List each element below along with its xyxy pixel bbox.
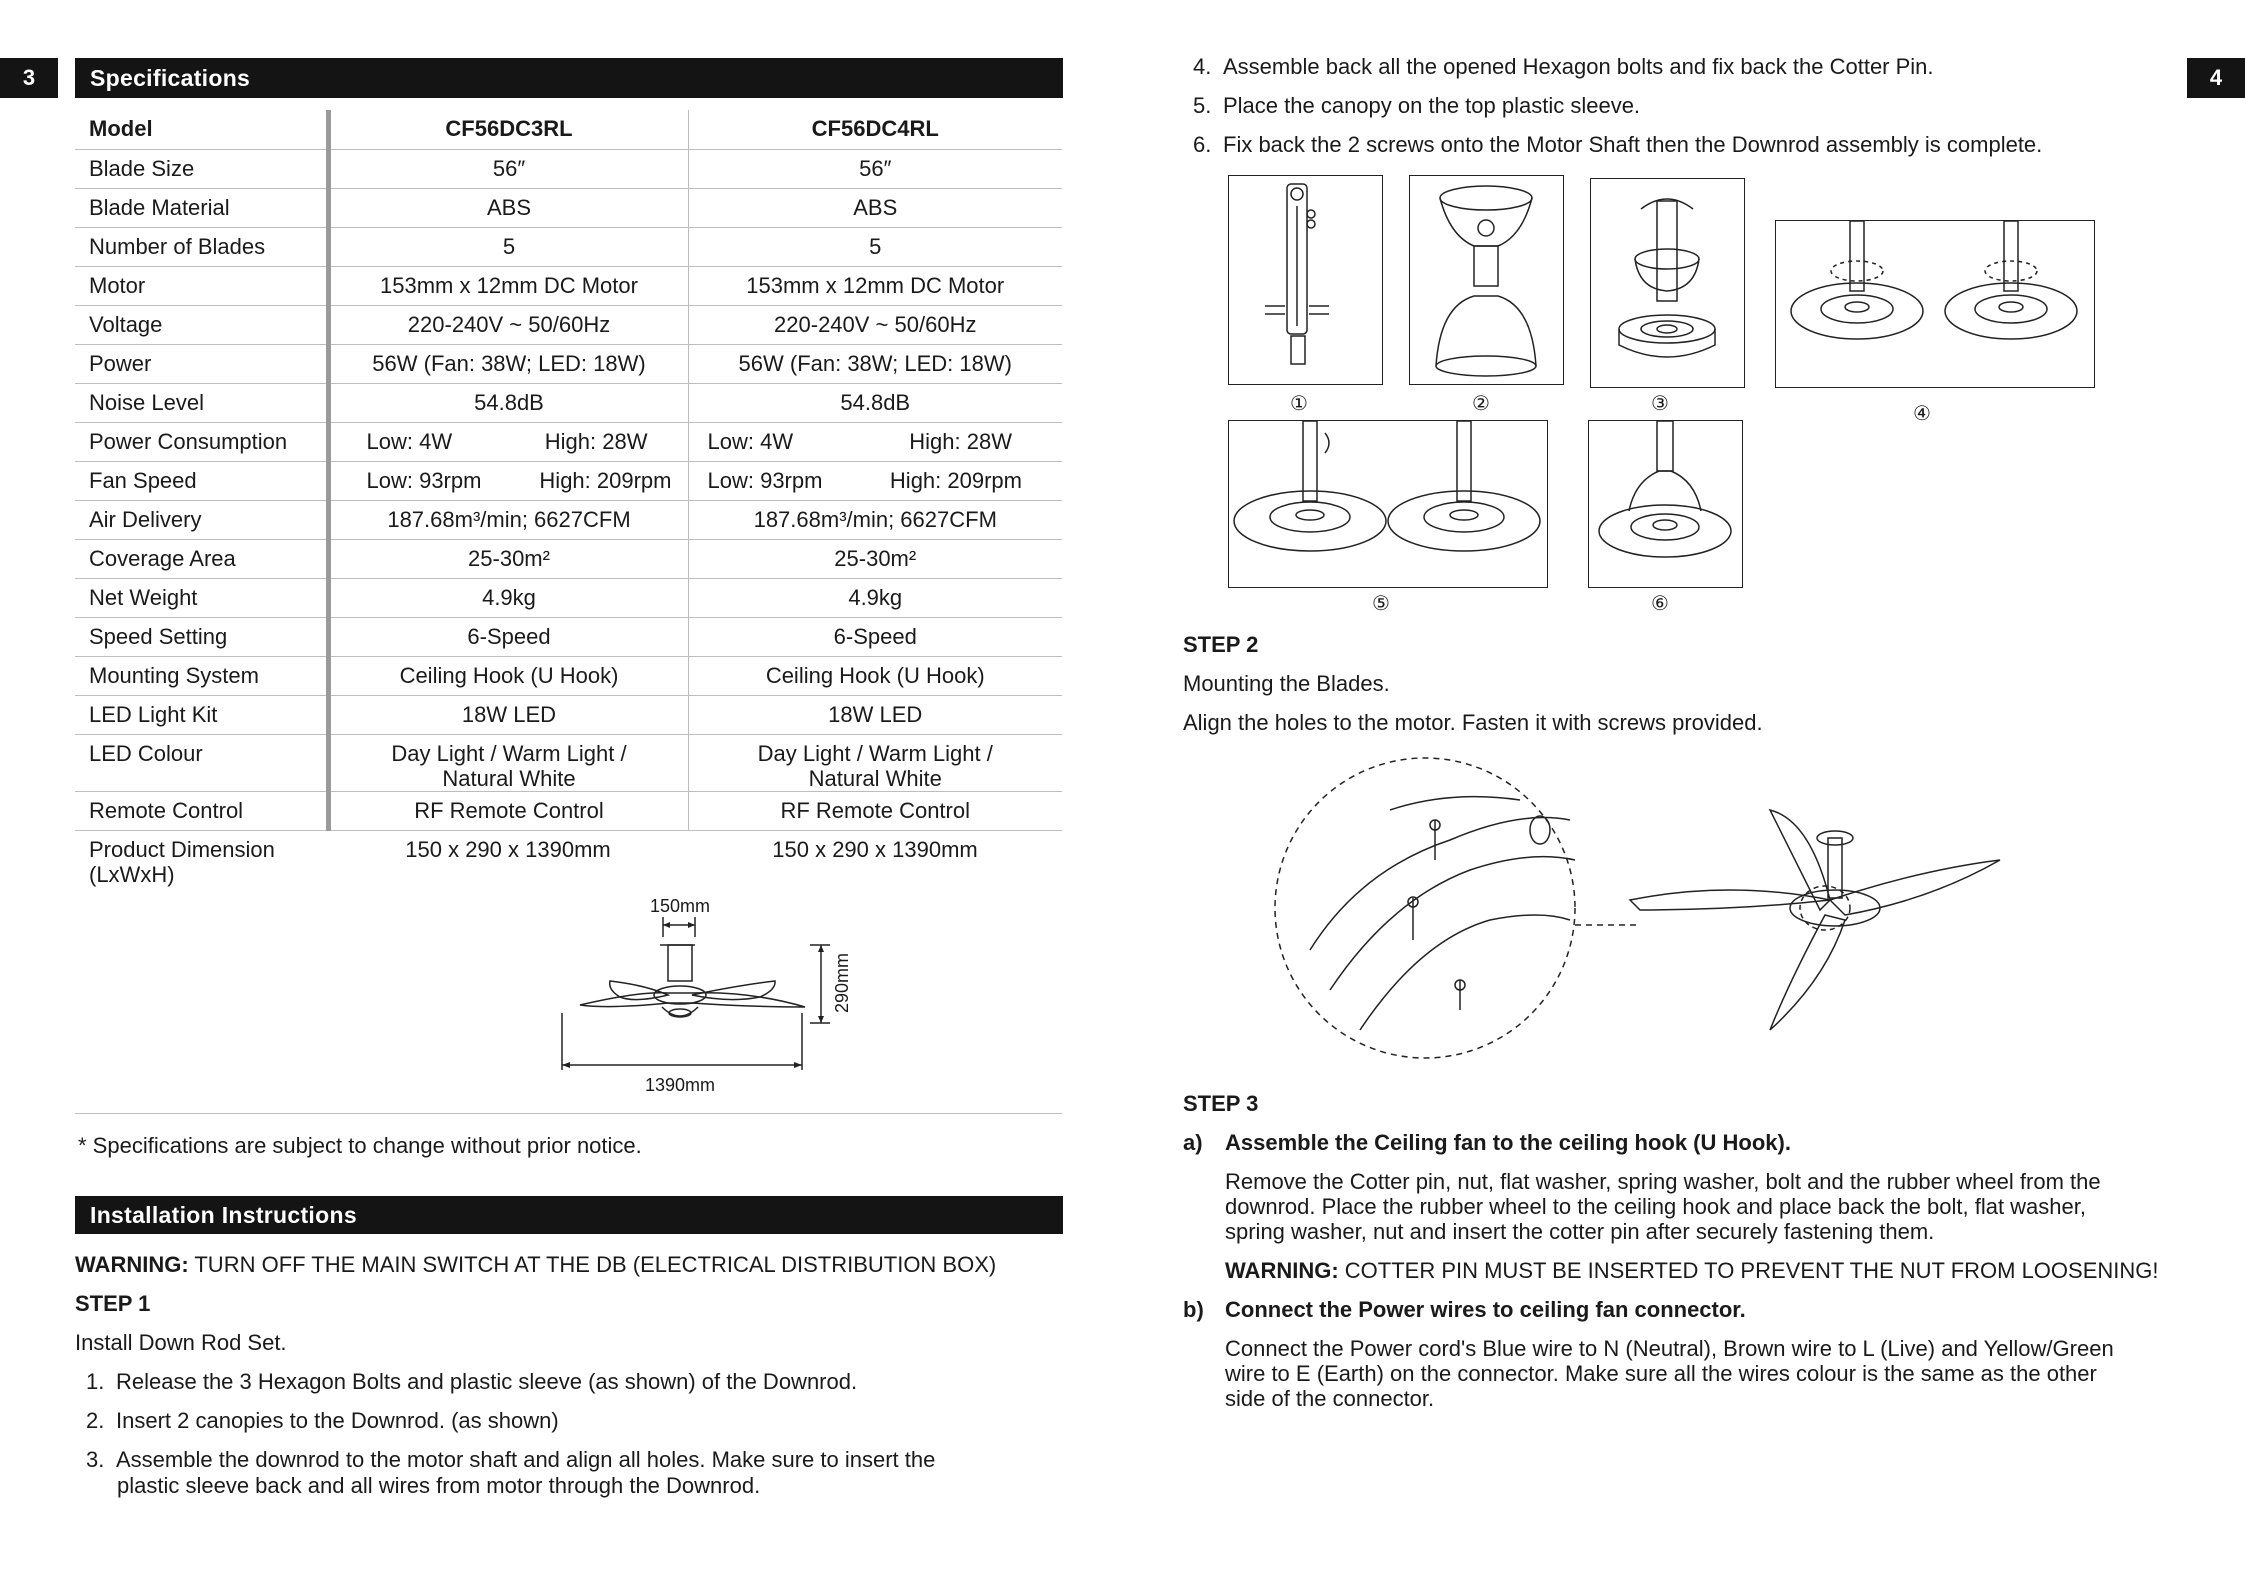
table-cell: 54.8dB	[688, 383, 1062, 422]
table-row	[75, 227, 1062, 266]
bolts-illustration	[1776, 221, 2092, 385]
table-cell: 150 x 290 x 1390mm	[405, 836, 611, 862]
step3b-label: b)	[1183, 1297, 1204, 1322]
figure-2-canopies	[1409, 175, 1564, 385]
specifications-header: Specifications	[75, 58, 1063, 98]
high-value: High: 209rpm	[889, 467, 1022, 493]
low-value: Low: 4W	[707, 428, 794, 454]
table-cell: 6-Speed	[688, 617, 1062, 656]
figure-6-screws-fixed	[1588, 420, 1743, 588]
step3a-label: a)	[1183, 1130, 1203, 1155]
table-row	[75, 383, 1062, 422]
item-text: Insert 2 canopies to the Downrod. (as shown)	[116, 1408, 559, 1433]
low-value: Low: 93rpm	[707, 467, 823, 493]
table-row	[75, 617, 1062, 656]
table-cell: 54.8dB	[328, 383, 688, 422]
figure-1-downrod	[1228, 175, 1383, 385]
dimension-length-label: 1390mm	[645, 1075, 716, 1095]
screws-illustration	[1589, 421, 1741, 585]
warning-line	[75, 1252, 996, 1278]
canopy-placement-illustration	[1229, 421, 1545, 585]
table-row	[75, 656, 1062, 695]
table-cell: 6-Speed	[328, 617, 688, 656]
cell-line: Natural White	[442, 765, 576, 791]
row-label: Fan Speed	[75, 461, 328, 500]
figure-number-3: ③	[1651, 393, 1669, 415]
item-text: Release the 3 Hexagon Bolts and plastic sleeve (as shown) of the Downrod.	[116, 1369, 858, 1394]
high-value: High: 209rpm	[539, 467, 672, 493]
table-cell: 153mm x 12mm DC Motor	[328, 266, 688, 305]
table-cell: 18W LED	[328, 695, 688, 734]
item-number: 6.	[1193, 132, 1212, 157]
table-cell	[328, 422, 688, 461]
cell-line: Day Light / Warm Light /	[391, 740, 627, 766]
low-value: Low: 4W	[366, 428, 453, 454]
motor-assembly-illustration	[1591, 179, 1743, 385]
table-cell: 5	[688, 227, 1062, 266]
table-cell: RF Remote Control	[688, 791, 1062, 830]
installation-header: Installation Instructions	[75, 1196, 1063, 1234]
step2-subheading: Mounting the Blades.	[1183, 671, 1390, 696]
table-row	[75, 188, 1062, 227]
table-cell	[328, 461, 688, 500]
step3a-title-line	[1183, 1130, 1791, 1156]
row-label: Motor	[75, 266, 328, 305]
step1-item	[86, 1408, 559, 1434]
row-label: Number of Blades	[75, 227, 328, 266]
table-cell: Model	[75, 110, 328, 149]
table-cell: 56″	[328, 149, 688, 188]
table-cell: 25-30m²	[328, 539, 688, 578]
step3b-title-line	[1183, 1297, 1746, 1323]
figure-number-5: ⑤	[1372, 593, 1390, 615]
cell-line: Day Light / Warm Light /	[757, 740, 993, 766]
row-label: Blade Size	[75, 149, 328, 188]
table-cell: 56W (Fan: 38W; LED: 18W)	[328, 344, 688, 383]
table-header-row	[75, 110, 1062, 149]
high-value: High: 28W	[544, 428, 648, 454]
figure-number-4: ④	[1913, 403, 1931, 425]
step1-subheading: Install Down Rod Set.	[75, 1330, 287, 1355]
figure-3-motor-assembly	[1590, 178, 1745, 388]
step3b-line: side of the connector.	[1225, 1386, 1435, 1411]
row-label: Noise Level	[75, 383, 328, 422]
table-cell: 56″	[688, 149, 1062, 188]
table-cell: 4.9kg	[688, 578, 1062, 617]
item-text: Assemble the downrod to the motor shaft and align all holes. Make sure to insert the	[116, 1447, 936, 1472]
step1-item-continuation: plastic sleeve back and all wires from motor through the Downrod.	[117, 1473, 761, 1498]
page-number-left: 3	[0, 58, 58, 98]
table-row	[75, 266, 1062, 305]
table-cell	[688, 461, 1062, 500]
step1-item	[86, 1369, 857, 1395]
step3a-warning	[1225, 1258, 2159, 1284]
warning-label: WARNING:	[75, 1252, 189, 1277]
item-text: Assemble back all the opened Hexagon bolts and fix back the Cotter Pin.	[1223, 54, 1934, 79]
step1-item	[1193, 93, 1640, 119]
blade-mounting-illustration	[1270, 750, 2020, 1065]
figure-number-2: ②	[1472, 393, 1490, 415]
table-cell: 56W (Fan: 38W; LED: 18W)	[688, 344, 1062, 383]
row-label: Mounting System	[75, 656, 328, 695]
step3b-line: wire to E (Earth) on the connector. Make sure all the wires colour is the same as the other	[1225, 1361, 2097, 1386]
table-cell: RF Remote Control	[328, 791, 688, 830]
table-cell: CF56DC3RL	[328, 110, 688, 149]
row-label: Speed Setting	[75, 617, 328, 656]
row-label: LED Light Kit	[75, 695, 328, 734]
table-row	[75, 500, 1062, 539]
step3a-line: spring washer, nut and insert the cotter pin after securely fastening them.	[1225, 1219, 1935, 1244]
row-label: LED Colour	[75, 734, 328, 791]
table-row	[75, 695, 1062, 734]
item-text: Place the canopy on the top plastic sleeve.	[1223, 93, 1641, 118]
step3a-line: downrod. Place the rubber wheel to the ceiling hook and place back the bolt, flat washer,	[1225, 1194, 2086, 1219]
item-number: 5.	[1193, 93, 1212, 118]
step2-text: Align the holes to the motor. Fasten it with screws provided.	[1183, 710, 1763, 735]
row-label: Blade Material	[75, 188, 328, 227]
table-cell: CF56DC4RL	[688, 110, 1062, 149]
figure-5-canopy-placement	[1228, 420, 1548, 588]
step1-heading: STEP 1	[75, 1291, 151, 1316]
table-cell: 187.68m³/min; 6627CFM	[328, 500, 688, 539]
warning-label: WARNING:	[1225, 1258, 1339, 1283]
downrod-illustration	[1229, 176, 1381, 382]
step3a-title: Assemble the Ceiling fan to the ceiling hook (U Hook).	[1225, 1130, 1791, 1155]
table-row	[75, 539, 1062, 578]
row-label: Power Consumption	[75, 422, 328, 461]
table-cell: 5	[328, 227, 688, 266]
table-row	[75, 305, 1062, 344]
figure-4-bolts-assembled	[1775, 220, 2095, 388]
row-label	[75, 830, 328, 902]
table-row	[75, 734, 1062, 791]
warning-text: COTTER PIN MUST BE INSERTED TO PREVENT THE NUT FROM LOOSENING!	[1338, 1258, 2159, 1283]
table-row	[75, 830, 1062, 902]
item-number: 4.	[1193, 54, 1212, 79]
row-label: Power	[75, 344, 328, 383]
table-cell: 18W LED	[688, 695, 1062, 734]
figure-number-1: ①	[1290, 393, 1308, 415]
table-cell: ABS	[688, 188, 1062, 227]
table-cell: 153mm x 12mm DC Motor	[688, 266, 1062, 305]
table-row	[75, 149, 1062, 188]
canopy-illustration	[1410, 176, 1562, 382]
step1-item	[86, 1447, 935, 1473]
table-row	[75, 344, 1062, 383]
step1-item	[1193, 54, 1934, 80]
high-value: High: 28W	[909, 428, 1012, 454]
table-cell	[688, 734, 1062, 791]
cell-line: Natural White	[808, 765, 942, 791]
table-row	[75, 791, 1062, 830]
step3b-title: Connect the Power wires to ceiling fan connector.	[1225, 1297, 1746, 1322]
cell-line: (LxWxH)	[89, 861, 175, 887]
dimension-height-label: 290mm	[832, 952, 852, 1013]
row-label: Remote Control	[75, 791, 328, 830]
step3-heading: STEP 3	[1183, 1091, 1259, 1116]
item-number: 3.	[86, 1447, 105, 1472]
figure-number-6: ⑥	[1651, 593, 1669, 615]
table-cell: 187.68m³/min; 6627CFM	[688, 500, 1062, 539]
table-row	[75, 422, 1062, 461]
dimension-width-label: 150mm	[650, 896, 711, 916]
item-number: 1.	[86, 1369, 105, 1394]
table-cell	[688, 422, 1062, 461]
page-number-right: 4	[2187, 58, 2245, 98]
step3a-line: Remove the Cotter pin, nut, flat washer, spring washer, bolt and the rubber wheel from the	[1225, 1169, 2101, 1194]
specifications-table	[75, 110, 1062, 902]
table-cell: ABS	[328, 188, 688, 227]
step1-item	[1193, 132, 2042, 158]
step3b-line: Connect the Power cord's Blue wire to N (Neutral), Brown wire to L (Live) and Yellow/Green	[1225, 1336, 2114, 1361]
low-value: Low: 93rpm	[366, 467, 482, 493]
divider	[75, 1113, 1062, 1114]
table-cell: 4.9kg	[328, 578, 688, 617]
table-cell: 220-240V ~ 50/60Hz	[328, 305, 688, 344]
spec-footnote: * Specifications are subject to change without prior notice.	[78, 1133, 642, 1158]
step2-heading: STEP 2	[1183, 632, 1259, 657]
row-label: Voltage	[75, 305, 328, 344]
table-row	[75, 461, 1062, 500]
table-row	[75, 578, 1062, 617]
table-cell: Ceiling Hook (U Hook)	[688, 656, 1062, 695]
table-cell: Ceiling Hook (U Hook)	[328, 656, 688, 695]
table-cell: 25-30m²	[688, 539, 1062, 578]
item-number: 2.	[86, 1408, 105, 1433]
row-label: Coverage Area	[75, 539, 328, 578]
cell-line: Product Dimension	[89, 836, 275, 862]
table-cell: 150 x 290 x 1390mm	[772, 836, 978, 862]
item-text: Fix back the 2 screws onto the Motor Shaft then the Downrod assembly is complete.	[1223, 132, 2043, 157]
row-label: Net Weight	[75, 578, 328, 617]
table-cell: 220-240V ~ 50/60Hz	[688, 305, 1062, 344]
table-cell	[328, 734, 688, 791]
warning-text: TURN OFF THE MAIN SWITCH AT THE DB (ELECTRICAL DISTRIBUTION BOX)	[188, 1252, 997, 1277]
row-label: Air Delivery	[75, 500, 328, 539]
